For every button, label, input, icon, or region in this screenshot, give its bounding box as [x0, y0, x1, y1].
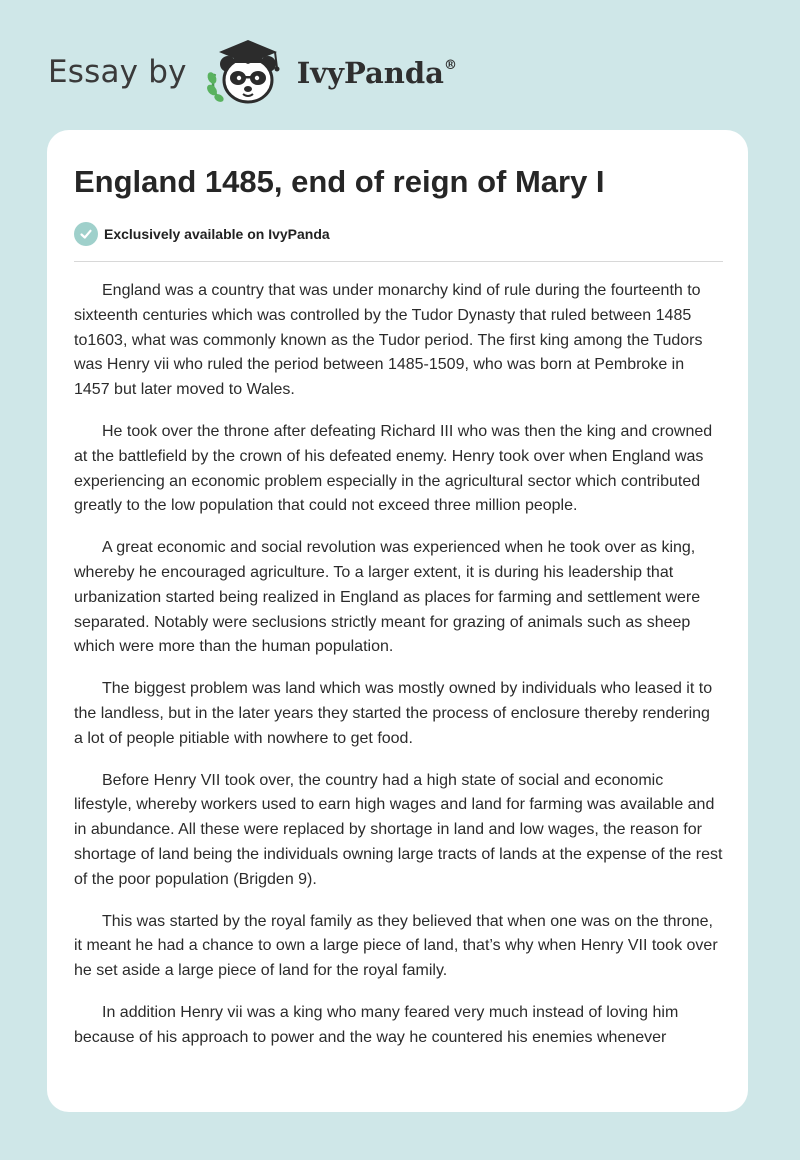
paragraph: The biggest problem was land which was mostly owned by individuals who leased it to the landless, but in the later years they started the process of enclosure thereby rendering a lot of people pitiable with nowhere to get food.	[74, 680, 713, 747]
paragraph: Before Henry VII took over, the country had a high state of social and economic lifestyle, whereby workers used to earn high wages and land for farming was available and in abundance. All these were replaced by shortage in land and low wages, the reason for shortage of land being the individuals owning large tracts of lands at the expense of the rest of the poor population (Brigden 9).	[74, 771, 723, 888]
panda-graduate-icon	[201, 34, 293, 108]
divider	[74, 261, 723, 262]
exclusive-badge-label: Exclusively available on IvyPanda	[104, 226, 330, 242]
essay-title: England 1485, end of reign of Mary I	[74, 164, 605, 199]
check-circle-icon	[74, 222, 98, 246]
paragraph: In addition Henry vii was a king who many feared very much instead of loving him because of his approach to power and the way he countered his enemies whenever	[74, 1003, 679, 1046]
site-header	[48, 34, 457, 108]
paragraph: He took over the throne after defeating Richard III who was then the king and crowned at the battlefield by the crown of his defeated enemy. Henry took over when England was experiencing an economic problem especially in the agricultural sector which contributed greatly to the low population that could not exceed three million people.	[74, 422, 713, 515]
essay-body	[74, 279, 723, 1068]
essay-by-label: Essay by	[48, 54, 187, 90]
essay-card	[47, 130, 748, 1112]
brand-name	[297, 56, 457, 90]
paragraph: This was started by the royal family as they believed that when one was on the throne, it meant he had a chance to own a large piece of land, that’s why when Henry VII took over he set aside a large piece of land for the royal family.	[74, 912, 718, 980]
paragraph: A great economic and social revolution was experienced when he took over as king, whereby he encouraged agriculture. To a larger extent, it is during his leadership that urbanization started being realized in England as places for farming and settlement were separated. Notably were seclusions strictly meant for grazing of animals such as sheep which were more than the human population.	[74, 539, 701, 656]
paragraph: England was a country that was under monarchy kind of rule during the fourteenth to sixteenth centuries which was controlled by the Tudor Dynasty that ruled between 1485 to1603, what was commonly known as the Tudor period. The first king among the Tudors was Henry vii who ruled the period between 1485-1509, who was born at Pembroke in 1457 but later moved to Wales.	[74, 282, 703, 399]
brand-label: IvyPanda	[296, 56, 444, 90]
exclusive-badge	[74, 222, 330, 246]
registered-mark: ®	[443, 58, 457, 73]
